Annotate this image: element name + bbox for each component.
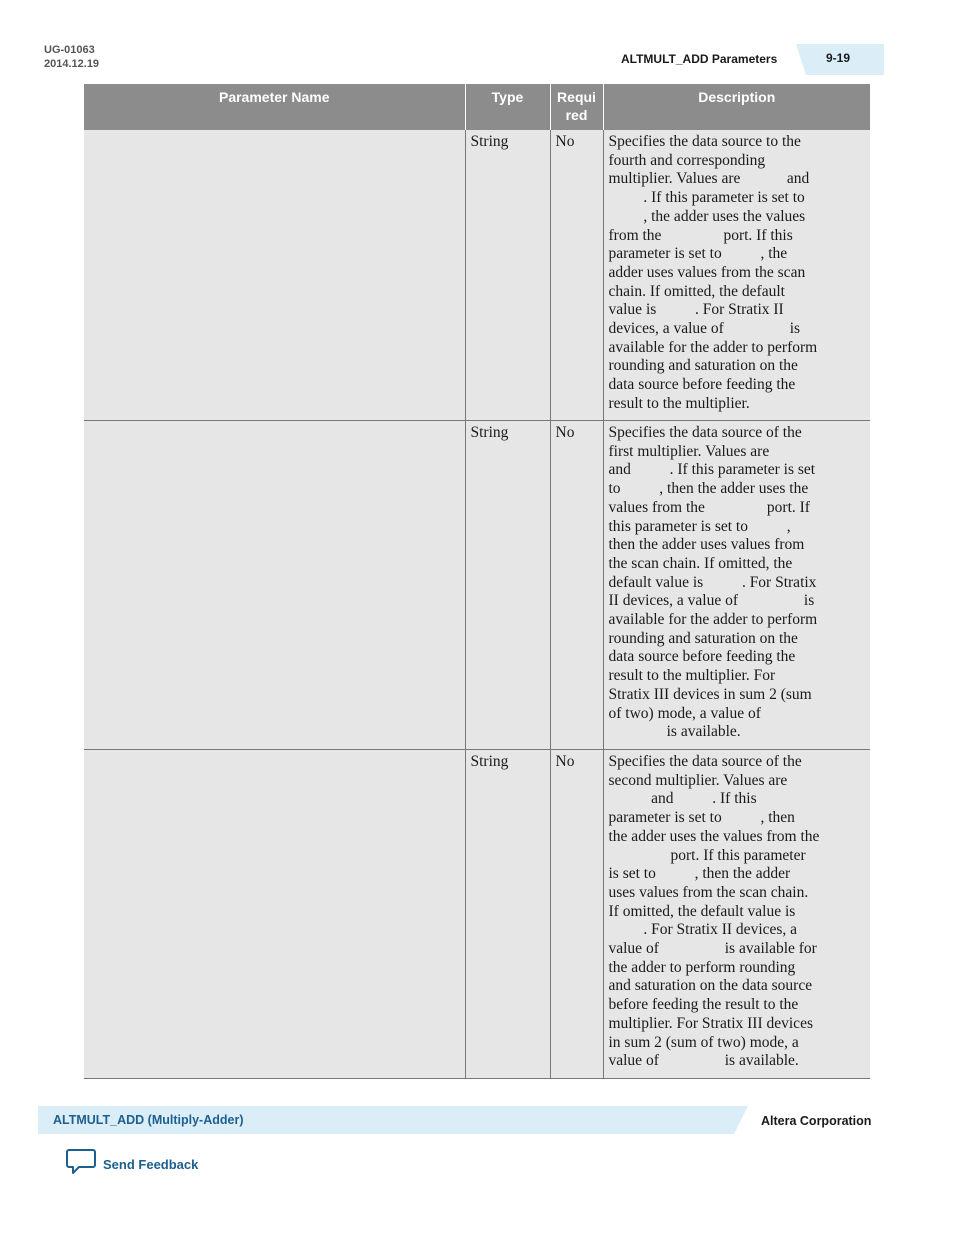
parameter-name-cell: [84, 421, 465, 750]
speech-bubble-icon: [66, 1148, 96, 1181]
description-line: Stratix III devices in sum 2 (sum: [608, 685, 812, 703]
description-line: and saturation on the data source: [608, 977, 813, 995]
description-line: rounding and saturation on the: [608, 629, 798, 647]
description-line: and . If this parameter is set: [608, 461, 816, 479]
column-header-required-label: Requi red: [557, 89, 596, 123]
description-line: then the adder uses values from: [608, 536, 805, 554]
table-row: [84, 421, 870, 750]
description-line: value is . For Stratix II: [608, 301, 784, 319]
column-header-description: Description: [603, 84, 870, 130]
description-line: . For Stratix II devices, a: [608, 921, 798, 939]
parameter-name-cell: [84, 750, 465, 1079]
description-line: default value is . For Stratix: [608, 573, 817, 591]
description-line: . If this parameter is set to: [608, 189, 805, 207]
table-row: [84, 130, 870, 421]
required-cell: No: [550, 750, 603, 1079]
required-cell: No: [550, 130, 603, 421]
doc-number: UG-01063: [44, 44, 95, 56]
description-line: is available.: [608, 723, 741, 741]
column-header-required: [550, 84, 603, 130]
table-body: [84, 130, 870, 1079]
description-line: multiplier. For Stratix III devices: [608, 1014, 813, 1032]
table-header-row: [84, 84, 870, 130]
description-line: in sum 2 (sum of two) mode, a: [608, 1033, 799, 1051]
description-line: multiplier. Values are and: [608, 170, 810, 188]
section-title: ALTMULT_ADD Parameters: [621, 52, 778, 66]
description-line: value of is available for: [608, 940, 817, 958]
description-cell: [603, 421, 870, 750]
doc-date: 2014.12.19: [44, 58, 100, 70]
required-cell: No: [550, 421, 603, 750]
type-cell: String: [465, 750, 550, 1079]
description-line: result to the multiplier. For: [608, 667, 776, 685]
column-header-parameter-name: Parameter Name: [84, 84, 465, 130]
description-line: devices, a value of is: [608, 320, 801, 338]
description-line: parameter is set to , then: [608, 809, 795, 827]
description-line: the adder uses the values from the: [608, 827, 820, 845]
description-line: of two) mode, a value of: [608, 704, 761, 722]
description-line: Specifies the data source to the: [608, 133, 801, 150]
description-line: values from the port. If: [608, 498, 810, 516]
description-line: available for the adder to perform: [608, 611, 818, 629]
description-line: port. If this parameter: [608, 846, 806, 864]
description-line: data source before feeding the: [608, 376, 796, 394]
column-header-type: Type: [465, 84, 550, 130]
description-line: to , then the adder uses the: [608, 480, 809, 498]
table-row: [84, 750, 870, 1079]
send-feedback-label: Send Feedback: [103, 1156, 199, 1172]
description-line: Specifies the data source of the: [608, 753, 802, 770]
description-line: from the port. If this: [608, 226, 793, 244]
description-line: second multiplier. Values are: [608, 771, 788, 789]
description-line: the adder to perform rounding: [608, 958, 796, 976]
description-line: available for the adder to perform: [608, 338, 818, 356]
chapter-title-link[interactable]: ALTMULT_ADD (Multiply-Adder): [53, 1113, 244, 1127]
description-cell: [603, 130, 870, 421]
description-line: uses values from the scan chain.: [608, 883, 809, 901]
description-line: result to the multiplier.: [608, 394, 750, 412]
description-line: adder uses values from the scan: [608, 263, 806, 281]
description-line: before feeding the result to the: [608, 996, 799, 1014]
description-line: Specifies the data source of the: [608, 424, 802, 441]
description-line: is set to , then the adder: [608, 865, 791, 883]
description-line: II devices, a value of is: [608, 592, 815, 610]
document-id: [44, 43, 99, 71]
type-cell: String: [465, 421, 550, 750]
description-line: If omitted, the default value is: [608, 902, 796, 920]
description-cell: [603, 750, 870, 1079]
description-line: this parameter is set to ,: [608, 517, 791, 535]
description-line: , the adder uses the values: [608, 207, 806, 225]
description-line: first multiplier. Values are: [608, 442, 770, 460]
parameter-table: [84, 84, 870, 1079]
description-line: and . If this: [608, 790, 757, 808]
description-line: the scan chain. If omitted, the: [608, 554, 793, 572]
parameter-name-cell: [84, 130, 465, 421]
send-feedback-link[interactable]: [66, 1150, 198, 1178]
description-line: value of is available.: [608, 1052, 799, 1070]
page-number: 9-19: [826, 51, 851, 65]
company-name: Altera Corporation: [761, 1114, 872, 1128]
description-line: chain. If omitted, the default: [608, 282, 785, 300]
description-line: rounding and saturation on the: [608, 357, 798, 375]
description-line: fourth and corresponding: [608, 151, 766, 169]
description-line: parameter is set to , the: [608, 245, 788, 263]
description-line: data source before feeding the: [608, 648, 796, 666]
type-cell: String: [465, 130, 550, 421]
